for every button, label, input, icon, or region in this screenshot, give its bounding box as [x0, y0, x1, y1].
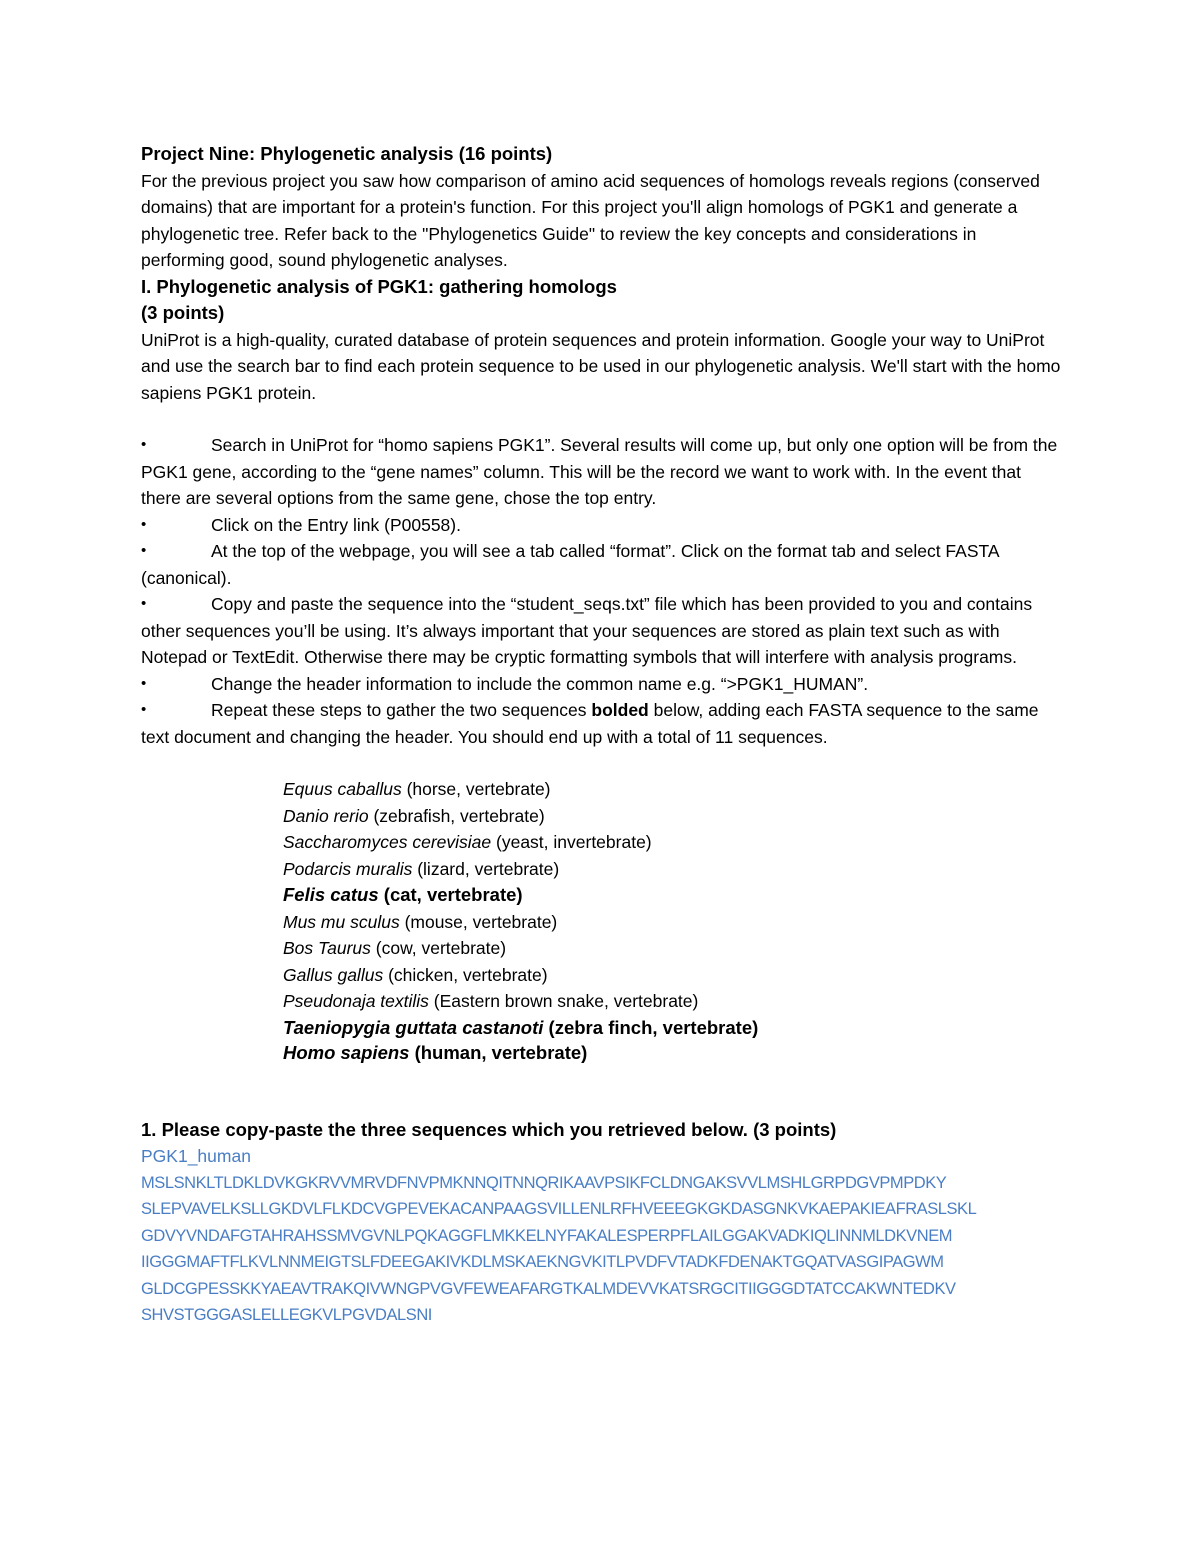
project-title: Project Nine: Phylogenetic analysis (16 points): [141, 143, 553, 164]
bolded-word: bolded: [591, 700, 649, 720]
species-list: [283, 776, 1061, 1065]
species-name: Gallus gallus: [283, 964, 384, 985]
instruction-item: • Repeat these steps to gather the two sequences bolded below, adding each FASTA sequence to the same text document and changing the header. You should end up with a total of 11 sequences.: [141, 697, 1061, 750]
section-points: (3 points): [141, 302, 225, 323]
section-heading: I. Phylogenetic analysis of PGK1: gathering homologs: [141, 275, 617, 297]
species-item: Danio rerio (zebrafish, vertebrate): [283, 805, 545, 826]
section-description: UniProt is a high-quality, curated database of protein sequences and protein information. Google your way to UniProt and use the search bar to find each protein sequence to be used in our phylogenetic analysis. We'll start with the homo sapiens PGK1 protein.: [141, 329, 1061, 403]
species-item: Saccharomyces cerevisiae (yeast, invertebrate): [283, 832, 652, 852]
instruction-item: • At the top of the webpage, you will see a tab called “format”. Click on the format tab and select FASTA (canonical).: [141, 538, 1061, 591]
bullet-icon: •: [141, 701, 147, 718]
instruction-item: • Copy and paste the sequence into the “student_seqs.txt” file which has been provided to you and contains other sequences you’ll be using. It’s always important that your sequences are stored as plain text such as with Notepad or TextEdit. Otherwise there may be cryptic formatting symbols that will interfere with analysis programs.: [141, 591, 1061, 671]
species-name: Mus mu sculus: [283, 911, 400, 932]
species-name: Podarcis muralis: [283, 858, 413, 879]
species-name: Saccharomyces cerevisiae: [283, 832, 492, 852]
sequence-line: GDVYVNDAFGTAHRAHSSMVGVNLPQKAGGFLMKKELNYFAKALESPERPFLAILGGAKVADKIQLINNMLDKVNEM: [141, 1226, 953, 1245]
sequence-line: SLEPVAVELKSLLGKDVLFLKDCVGPEVEKACANPAAGSVILLENLRFHVEEEGKGKDASGNKVKAEPAKIEAFRASLSKL: [141, 1200, 977, 1218]
bullet-icon: •: [141, 515, 147, 533]
sequence-answer[interactable]: [141, 1143, 1061, 1329]
sequence-line: SHVSTGGGASLELLEGKVLPGVDALSNI: [141, 1306, 432, 1324]
bullet-icon: •: [141, 436, 147, 453]
species-item: Equus caballus (horse, vertebrate): [283, 779, 551, 799]
species-name: Taeniopygia guttata castanoti: [283, 1016, 544, 1038]
bullet-icon: •: [141, 674, 147, 692]
species-name: Homo sapiens: [283, 1041, 410, 1063]
species-item: Podarcis muralis (lizard, vertebrate): [283, 858, 560, 879]
species-name: Felis catus: [283, 884, 379, 905]
instruction-item: • Search in UniProt for “homo sapiens PGK1”. Several results will come up, but only one option will be from the PGK1 gene, according to the “gene names” column. This will be the record we want to work with. In the event that there are several options from the same gene, chose the top entry.: [141, 432, 1061, 512]
species-name: Equus caballus: [283, 779, 402, 799]
species-item-bolded: Homo sapiens (human, vertebrate): [283, 1041, 588, 1063]
document-body: [141, 141, 1061, 1329]
species-name: Danio rerio: [283, 805, 369, 826]
instruction-list: [141, 432, 1061, 750]
species-item: Gallus gallus (chicken, vertebrate): [283, 964, 548, 985]
instruction-item: • Click on the Entry link (P00558).: [141, 512, 1061, 539]
sequence-line: IIGGGMAFTFLKVLNNMEIGTSLFDEEGAKIVKDLMSKAEKNGVKITLPVDFVTADKFDENAKTGQATVASGIPAGWM: [141, 1253, 944, 1271]
instruction-item: • Change the header information to include the common name e.g. “>PGK1_HUMAN”.: [141, 671, 1061, 698]
sequence-line: MSLSNKLTLDKLDVKGKRVVMRVDFNVPMKNNQITNNQRIKAAVPSIKFCLDNGAKSVVLMSHLGRPDGVPMPDKY: [141, 1173, 947, 1192]
species-item: Pseudonaja textilis (Eastern brown snake, vertebrate): [283, 991, 699, 1011]
species-item: Bos Taurus (cow, vertebrate): [283, 938, 507, 958]
species-item-bolded: Taeniopygia guttata castanoti (zebra finch, vertebrate): [283, 1016, 759, 1038]
question-prompt: 1. Please copy-paste the three sequences which you retrieved below. (3 points): [141, 1118, 837, 1140]
species-item-bolded: Felis catus (cat, vertebrate): [283, 884, 523, 905]
species-name: Pseudonaja textilis: [283, 991, 429, 1011]
species-item: Mus mu sculus (mouse, vertebrate): [283, 911, 558, 932]
sequence-label: PGK1_human: [141, 1146, 251, 1166]
bullet-icon: •: [141, 542, 147, 559]
question-block: [141, 1117, 1061, 1329]
species-name: Bos Taurus: [283, 938, 371, 958]
sequence-line: GLDCGPESSKKYAEAVTRAKQIVWNGPVGVFEWEAFARGTKALMDEVVKATSRGCITIIGGGDTATCCAKWNTEDKV: [141, 1279, 956, 1298]
project-intro: For the previous project you saw how comparison of amino acid sequences of homologs reveals regions (conserved domains) that are important for a protein's function. For this project you'll align homologs of PGK1 and generate a phylogenetic tree. Refer back to the "Phylogenetics Guide" to review the key concepts and considerations in performing good, sound phylogenetic analyses.: [141, 170, 1040, 270]
bullet-icon: •: [141, 595, 147, 612]
